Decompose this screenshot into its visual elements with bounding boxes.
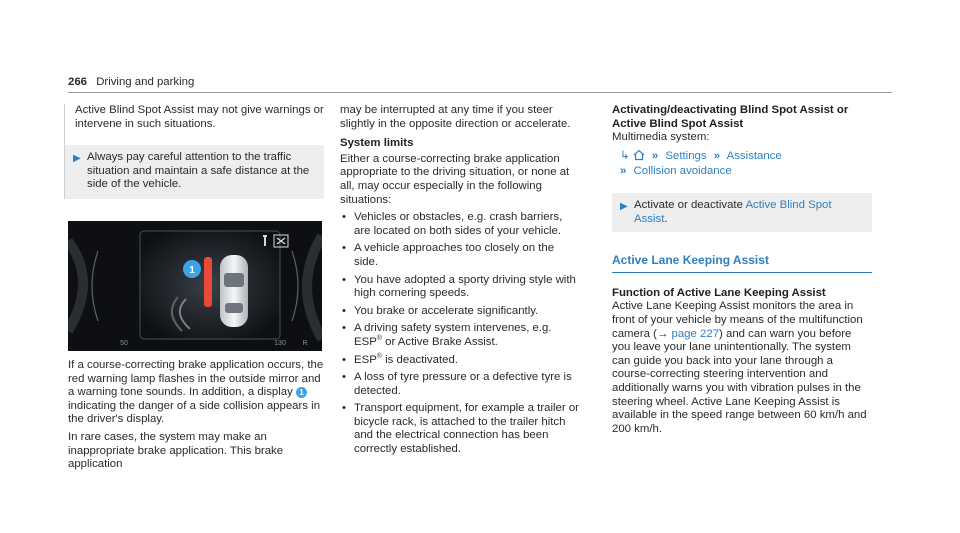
paragraph-limits-intro: Either a course-correcting brake application appropriate to the driving situation, or none at all, may occur especially in the following situations: bbox=[340, 152, 570, 206]
list-item: • You have adopted a sporty driving style with high cornering speeds. bbox=[340, 274, 580, 301]
notice-box bbox=[64, 104, 324, 199]
page-ref-arrow-icon: → bbox=[656, 327, 669, 340]
limits-list bbox=[340, 211, 580, 457]
chevron-right-icon: » bbox=[651, 149, 659, 162]
menu-assistance: Assistance bbox=[726, 149, 782, 162]
chevron-right-icon: » bbox=[713, 149, 721, 162]
header-rule bbox=[68, 92, 892, 93]
function-text-a: Active Lane Keeping Assist monitors the area in front of your vehicle by means of the multifunction camera ( bbox=[612, 300, 863, 340]
esp-label: ESP bbox=[354, 353, 377, 366]
function-text-b: ) and can warn you before you leave your lane unintentionally. The system can guide you back into your lane through a course-correcting steering intervention and additionally warns you with vibration pulses in the steering wheel. Active Lane Keeping Assist is available in the speed range between 60 km/h and 200 km/h. bbox=[612, 327, 867, 435]
heading-function: Function of Active Lane Keeping Assist bbox=[612, 286, 826, 299]
speed-label-right: 130 bbox=[274, 339, 286, 347]
section-title-header: Driving and parking bbox=[96, 76, 195, 88]
tip-text: Always pay careful attention to the traffic situation and maintain a safe distance at the side of the vehicle. bbox=[87, 151, 310, 191]
action-prefix: Activate or deactivate bbox=[634, 198, 743, 211]
column-middle bbox=[340, 104, 580, 461]
callout-1-label: 1 bbox=[189, 264, 195, 276]
menu-settings: Settings bbox=[665, 149, 707, 162]
page-reference-link[interactable]: page 227 bbox=[671, 327, 720, 340]
multimedia-label: Multimedia system: bbox=[612, 131, 710, 144]
menu-collision-avoidance: Collision avoidance bbox=[633, 165, 732, 178]
list-item: • A vehicle approaches too closely on the side. bbox=[340, 242, 580, 269]
paragraph-function bbox=[612, 300, 872, 436]
list-item bbox=[340, 322, 580, 349]
home-icon bbox=[633, 149, 645, 166]
page-header bbox=[68, 76, 194, 90]
notice-text: Active Blind Spot Assist may not give warnings or intervene in such situations. bbox=[75, 104, 324, 130]
list-item-text: or Active Brake Assist. bbox=[385, 335, 498, 348]
paragraph-part-b: indicating the danger of a side collision appears in the driver's display. bbox=[68, 399, 321, 426]
chevron-right-icon: » bbox=[620, 165, 627, 178]
column-left bbox=[68, 104, 324, 472]
registered-mark: ® bbox=[376, 352, 382, 360]
action-suffix: . bbox=[664, 212, 668, 225]
paragraph-brake-application bbox=[68, 359, 324, 427]
list-item: • You brake or accelerate significantly. bbox=[340, 305, 580, 319]
action-text bbox=[634, 199, 864, 226]
menu-path bbox=[612, 149, 872, 179]
link-active-blind-spot-assist[interactable]: Active Blind Spot Assist bbox=[634, 198, 832, 225]
section-title-lane-keeping: Active Lane Keeping Assist bbox=[612, 254, 872, 273]
tip-box bbox=[65, 145, 324, 199]
column-right bbox=[612, 104, 872, 436]
action-box bbox=[612, 193, 872, 232]
paragraph-interrupted: may be interrupted at any time if you steer slightly in the opposite direction or accelerate. bbox=[340, 104, 571, 130]
list-item-text: A driving safety system intervenes, e.g. ESP bbox=[354, 322, 552, 348]
enter-arrow-icon: ↳ bbox=[620, 149, 630, 162]
list-item: • A loss of tyre pressure or a defective tyre is detected. bbox=[340, 371, 580, 398]
page-number: 266 bbox=[68, 76, 88, 88]
list-item-text: is deactivated. bbox=[385, 353, 458, 366]
list-item: • Transport equipment, for example a trailer or bicycle rack, is attached to the trailer hitch and the electrical connection has been correctly established. bbox=[340, 402, 580, 456]
heading-system-limits: System limits bbox=[340, 137, 414, 150]
instrument-cluster-image bbox=[68, 221, 322, 351]
paragraph-rare-cases: In rare cases, the system may make an inappropriate brake application. This brake application bbox=[68, 430, 284, 471]
paragraph-part-a: If a course-correcting brake application occurs, the red warning lamp flashes in the outside mirror and a warning tone sounds. In addition, a display bbox=[68, 358, 324, 399]
gear-label: R bbox=[302, 339, 308, 347]
callout-1-icon: 1 bbox=[296, 387, 307, 398]
play-arrow-icon: ▶ bbox=[73, 153, 81, 165]
blind-spot-display-illustration bbox=[68, 221, 322, 351]
list-item bbox=[340, 354, 580, 368]
registered-mark: ® bbox=[376, 335, 382, 343]
play-arrow-icon: ▶ bbox=[620, 200, 628, 212]
heading-activating: Activating/deactivating Blind Spot Assist or Active Blind Spot Assist bbox=[612, 104, 849, 130]
speed-label-left: 50 bbox=[120, 339, 128, 347]
list-item: • Vehicles or obstacles, e.g. crash barriers, are located on both sides of your vehicle. bbox=[340, 211, 580, 238]
